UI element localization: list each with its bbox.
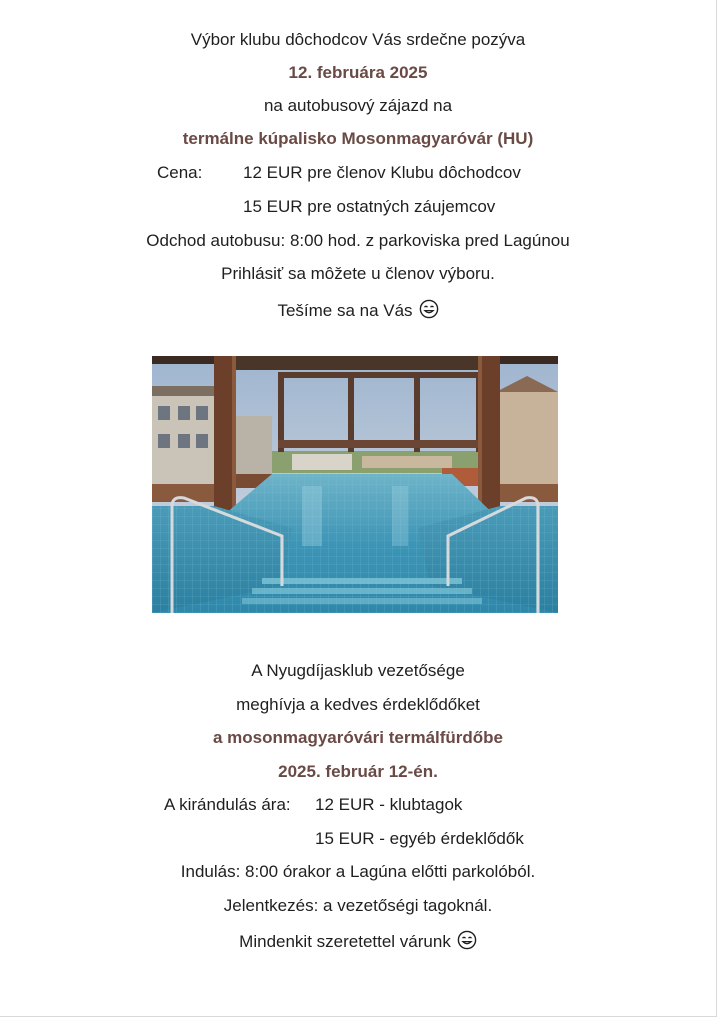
sk-departure: Odchod autobusu: 8:00 hod. z parkoviska pred Lagúnou (146, 231, 570, 250)
hu-departure: Indulás: 8:00 órakor a Lagúna előtti parkolóból. (180, 862, 536, 881)
hu-invitation-line1: A Nyugdíjasklub vezetősége (251, 661, 465, 680)
sk-closing-text: Tešíme sa na Vás (277, 301, 413, 320)
hu-closing-text: Mindenkit szeretettel várunk (239, 932, 451, 951)
smiley-icon (419, 299, 439, 319)
thermal-pool-photo (152, 356, 558, 613)
hu-date: 2025. február 12-én. (278, 762, 438, 781)
sk-trip-line: na autobusový zájazd na (263, 96, 453, 115)
hu-signup: Jelentkezés: a vezetőségi tagoknál. (223, 896, 493, 915)
sk-date: 12. februára 2025 (288, 63, 428, 82)
hu-destination: a mosonmagyaróvári termálfürdőbe (212, 728, 504, 747)
hu-price-others: 15 EUR - egyéb érdeklődők (315, 829, 524, 848)
hu-invitation-line2: meghívja a kedves érdeklődőket (236, 695, 480, 714)
sk-invitation-line: Výbor klubu dôchodcov Vás srdečne pozýva (190, 30, 526, 49)
sk-signup: Prihlásiť sa môžete u členov výboru. (221, 264, 495, 283)
sk-price-members: 12 EUR pre členov Klubu dôchodcov (243, 163, 521, 182)
sk-price-label: Cena: (157, 163, 203, 182)
hu-closing (0, 930, 716, 952)
sk-destination: termálne kúpalisko Mosonmagyaróvár (HU) (182, 129, 534, 148)
hu-price-label: A kirándulás ára: (164, 795, 291, 814)
sk-closing (0, 299, 716, 321)
sk-price-others: 15 EUR pre ostatných záujemcov (243, 197, 496, 216)
hu-price-members: 12 EUR - klubtagok (315, 795, 463, 814)
smiley-icon (457, 930, 477, 950)
